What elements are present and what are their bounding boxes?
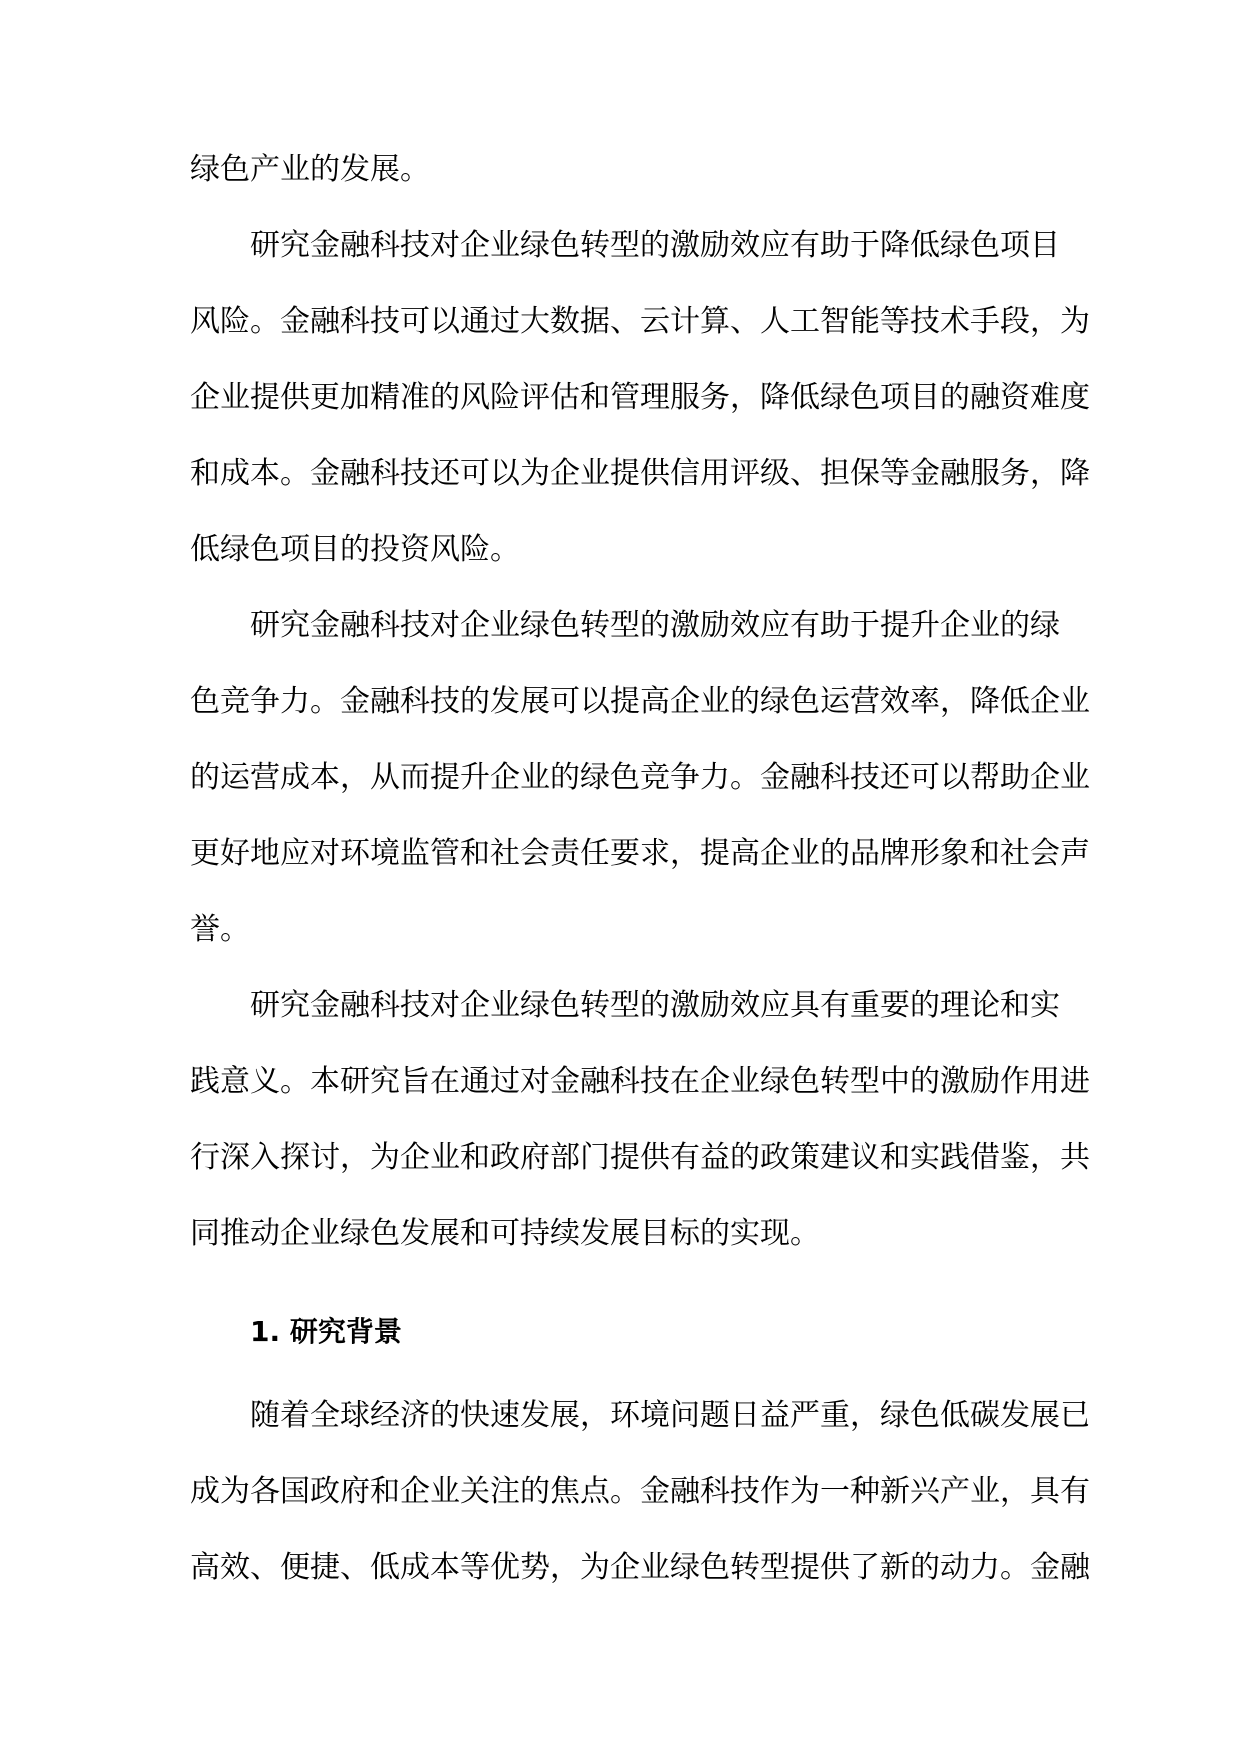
- paragraph-4-line-4: 同推动企业绿色发展和可持续发展目标的实现。: [190, 1216, 820, 1251]
- paragraph-3-line-1: 研究金融科技对企业绿色转型的激励效应有助于提升企业的绿: [250, 608, 1060, 643]
- paragraph-3-line-3: 的运营成本，从而提升企业的绿色竞争力。金融科技还可以帮助企业: [190, 760, 1090, 795]
- paragraph-2-line-5: 低绿色项目的投资风险。: [190, 532, 520, 567]
- section-heading: 1. 研究背景: [250, 1315, 402, 1348]
- paragraph-4-line-1: 研究金融科技对企业绿色转型的激励效应具有重要的理论和实: [250, 988, 1060, 1023]
- section-paragraph-line-3: 高效、便捷、低成本等优势，为企业绿色转型提供了新的动力。金融: [190, 1550, 1090, 1585]
- paragraph-3-line-4: 更好地应对环境监管和社会责任要求，提高企业的品牌形象和社会声: [190, 836, 1090, 871]
- paragraph-3-line-2: 色竞争力。金融科技的发展可以提高企业的绿色运营效率，降低企业: [190, 684, 1090, 719]
- paragraph-2-line-4: 和成本。金融科技还可以为企业提供信用评级、担保等金融服务，降: [190, 456, 1090, 491]
- paragraph-2-line-1: 研究金融科技对企业绿色转型的激励效应有助于降低绿色项目: [250, 228, 1060, 263]
- section-paragraph-line-1: 随着全球经济的快速发展，环境问题日益严重，绿色低碳发展已: [250, 1398, 1090, 1433]
- paragraph-3-line-5: 誉。: [190, 912, 250, 947]
- paragraph-2-line-3: 企业提供更加精准的风险评估和管理服务，降低绿色项目的融资难度: [190, 380, 1090, 415]
- paragraph-4-line-2: 践意义。本研究旨在通过对金融科技在企业绿色转型中的激励作用进: [190, 1064, 1090, 1099]
- paragraph-4-line-3: 行深入探讨，为企业和政府部门提供有益的政策建议和实践借鉴，共: [190, 1140, 1090, 1175]
- paragraph-2-line-2: 风险。金融科技可以通过大数据、云计算、人工智能等技术手段，为: [190, 304, 1090, 339]
- paragraph-1-line-1: 绿色产业的发展。: [190, 152, 430, 187]
- section-paragraph-line-2: 成为各国政府和企业关注的焦点。金融科技作为一种新兴产业，具有: [190, 1474, 1090, 1509]
